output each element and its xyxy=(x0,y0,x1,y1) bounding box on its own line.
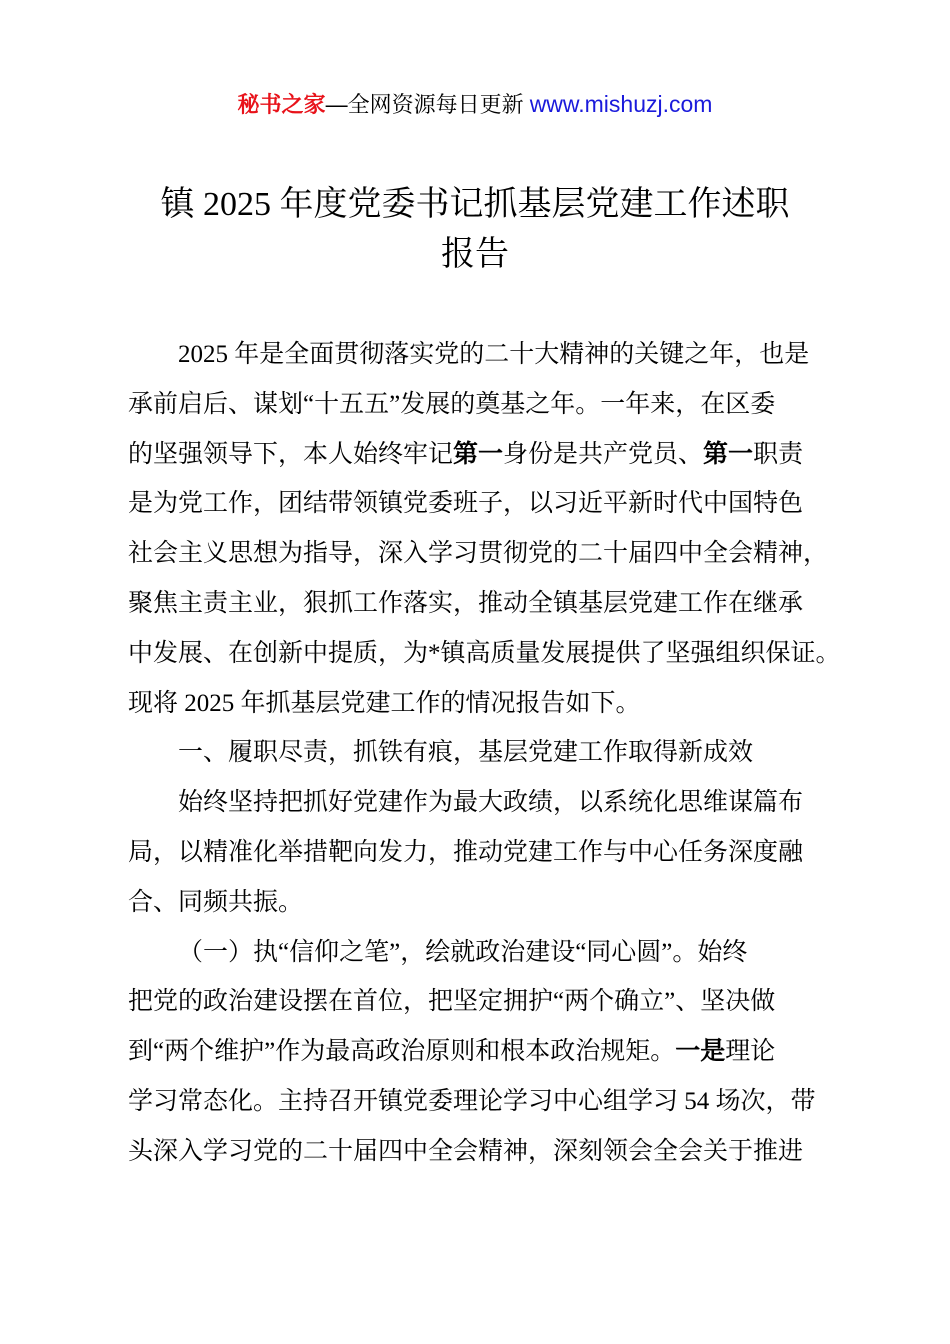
text-segment: 聚焦主责主业，狠抓工作落实，推动全镇基层党建工作在继承 xyxy=(128,589,804,617)
text-segment: 是为党工作，团结带领镇党委班子，以习近平新时代中国特色 xyxy=(128,490,804,518)
text-segment: 中发展、在创新中提质，为*镇高质量发展提供了坚强组织保证。 xyxy=(128,639,841,667)
text-line xyxy=(128,1077,868,1127)
site-brand: 秘书之家 xyxy=(237,92,326,117)
text-line xyxy=(128,728,868,778)
text-segment: 一、履职尽责，抓铁有痕，基层党建工作取得新成效 xyxy=(178,739,754,767)
text-segment: （一）执“信仰之笔”，绘就政治建设“同心圆”。始终 xyxy=(178,938,748,966)
site-header xyxy=(0,88,950,119)
document-title-line-1: 镇 2025 年度党委书记抓基层党建工作述职 xyxy=(160,186,790,223)
text-line xyxy=(128,1127,868,1177)
text-segment: 头深入学习党的二十届四中全会精神，深刻领会全会关于推进 xyxy=(128,1137,804,1165)
text-segment: 局，以精准化举措靶向发力，推动党建工作与中心任务深度融 xyxy=(128,838,804,866)
text-line xyxy=(128,380,868,430)
bold-text-segment: 一是 xyxy=(675,1038,726,1066)
document-body xyxy=(128,330,868,1177)
text-line xyxy=(128,828,868,878)
text-segment: 把党的政治建设摆在首位，把坚定拥护“两个确立”、坚决做 xyxy=(128,988,776,1016)
bold-text-segment: 第一 xyxy=(703,440,754,468)
text-segment: 职责 xyxy=(753,440,804,468)
site-tagline: —全网资源每日更新 xyxy=(325,92,530,117)
text-segment: 承前启后、谋划“十五五”发展的奠基之年。一年来，在区委 xyxy=(128,390,776,418)
text-segment: 合、同频共振。 xyxy=(128,888,304,916)
text-line xyxy=(128,1027,868,1077)
site-url-link[interactable]: www.mishuzj.com xyxy=(529,91,713,117)
text-segment: 2025 年是全面贯彻落实党的二十大精神的关键之年，也是 xyxy=(178,341,810,368)
text-segment: 现将 2025 年抓基层党建工作的情况报告如下。 xyxy=(128,689,641,717)
text-segment: 社会主义思想为指导，深入学习贯彻党的二十届四中全会精神， xyxy=(128,540,829,568)
text-line xyxy=(128,778,868,828)
text-segment: 身份是共产党员、 xyxy=(503,440,704,468)
text-segment: 始终坚持把抓好党建作为最大政绩，以系统化思维谋篇布 xyxy=(178,789,804,817)
text-line xyxy=(128,878,868,928)
text-segment: 到“两个维护”作为最高政治原则和根本政治规矩。 xyxy=(128,1038,676,1066)
text-line xyxy=(128,977,868,1027)
text-line xyxy=(128,529,868,579)
bold-text-segment: 第一 xyxy=(453,440,504,468)
text-line xyxy=(128,928,868,978)
text-segment: 理论 xyxy=(725,1038,776,1066)
text-segment: 的坚强领导下，本人始终牢记 xyxy=(128,440,454,468)
document-title-line-2: 报告 xyxy=(441,236,509,273)
text-line xyxy=(128,330,868,380)
text-line xyxy=(128,579,868,629)
text-line xyxy=(128,629,868,679)
text-line xyxy=(128,679,868,729)
text-line xyxy=(128,430,868,480)
text-segment: 学习常态化。主持召开镇党委理论学习中心组学习 54 场次，带 xyxy=(128,1087,816,1115)
text-line xyxy=(128,479,868,529)
